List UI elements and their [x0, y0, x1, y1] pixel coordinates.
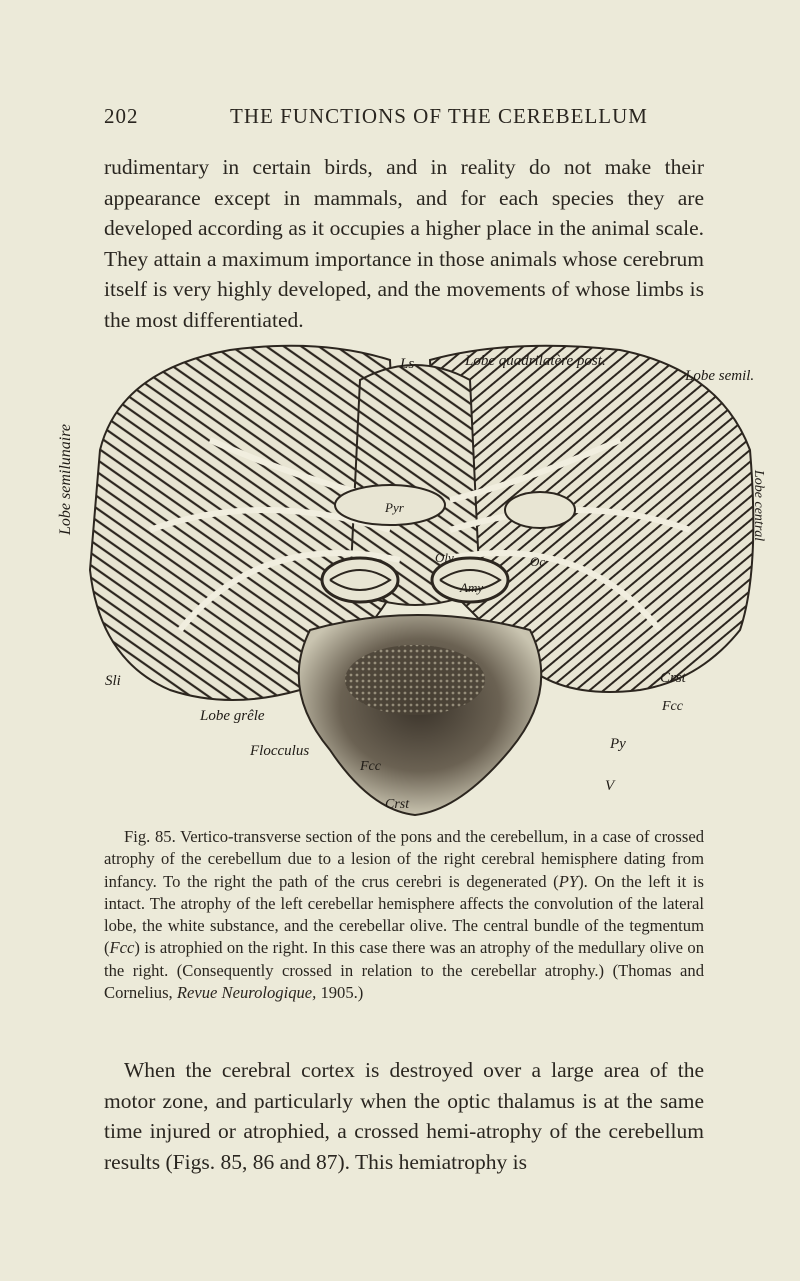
- running-title: THE FUNCTIONS OF THE CEREBELLUM: [230, 104, 648, 128]
- label-crst-right: Crst: [660, 670, 686, 686]
- caption-journal: Revue Neurologique,: [176, 983, 317, 1003]
- paragraph-text: When the cerebral cortex is destroyed over a large area of the motor zone, and particularly when the optic thalamus is at the same time injured or atrophied, a crossed hemi-atrophy of the cerebellum results (Figs. 85, 86 and 87). This hemiatrophy is: [104, 1058, 704, 1174]
- paragraph-text: rudimentary in certain birds, and in reality do not make their appearance except in mammals, and for each species they are developed according as it occupies a higher place in the animal scale. They attain a maximum importance in those animals whose cerebrum itself is very highly developed, and the movements of whose limbs is the most differentiated.: [104, 155, 704, 332]
- label-py: Py: [610, 736, 626, 752]
- label-pyr: Pyr: [385, 500, 404, 515]
- label-lobe-central-right: Lobe central: [751, 470, 766, 542]
- caption-fcc-abbrev: Fcc: [109, 938, 135, 958]
- caption-year: 1905.): [316, 983, 364, 1003]
- label-v: V: [605, 778, 615, 794]
- label-lobe-semilunaire-left: Lobe semilunaire: [57, 424, 74, 535]
- page-number: 202: [104, 104, 139, 128]
- figure-caption: [104, 826, 704, 1004]
- label-ls: Ls: [400, 356, 415, 372]
- caption-fig-label: Fig. 85.: [124, 827, 176, 846]
- label-fcc-bottom: Fcc: [360, 759, 381, 774]
- caption-text-3: ) is atrophied on the right. In this case there was an atrophy of the medullary olive on the right. (Consequently crossed in relation to the cerebellar atrophy.) (Thomas and Cornelius,: [104, 938, 704, 1003]
- caption-py-abbrev: PY: [558, 871, 579, 891]
- brain-section-illustration: [57, 330, 770, 820]
- label-amy: Amy: [460, 580, 484, 595]
- label-fcc-right: Fcc: [662, 699, 683, 714]
- label-flocculus: Flocculus: [250, 743, 310, 759]
- caption-text-2: ). On the left it is intact. The atrophy of the left cerebellar hemisphere affects the convolution of the lateral lobe, the white substance, and the cerebellar olive. The central bundle of the tegmentum (: [104, 871, 704, 958]
- figure-85-brain-section: [57, 330, 770, 820]
- label-oc: Oc: [530, 554, 546, 569]
- label-lobe-grele: Lobe grêle: [200, 708, 265, 724]
- label-sli: Sli: [105, 673, 121, 689]
- label-lobe-quadrilatere: Lobe quadrilatère post.: [465, 353, 606, 369]
- body-paragraph-bottom: [104, 1055, 704, 1177]
- label-crst-bottom: Crst: [385, 797, 410, 812]
- body-paragraph-top: [104, 152, 704, 335]
- caption-text-1: Vertico-transverse section of the pons and the cerebellum, in a case of crossed atrophy of the cerebellum due to a lesion of the right cerebral hemisphere dating from infancy. To the right the path of the crus cerebri is degenerated (: [104, 827, 704, 891]
- label-lobe-semil-right: Lobe semil.: [685, 368, 755, 384]
- label-olv: Olv: [435, 550, 454, 565]
